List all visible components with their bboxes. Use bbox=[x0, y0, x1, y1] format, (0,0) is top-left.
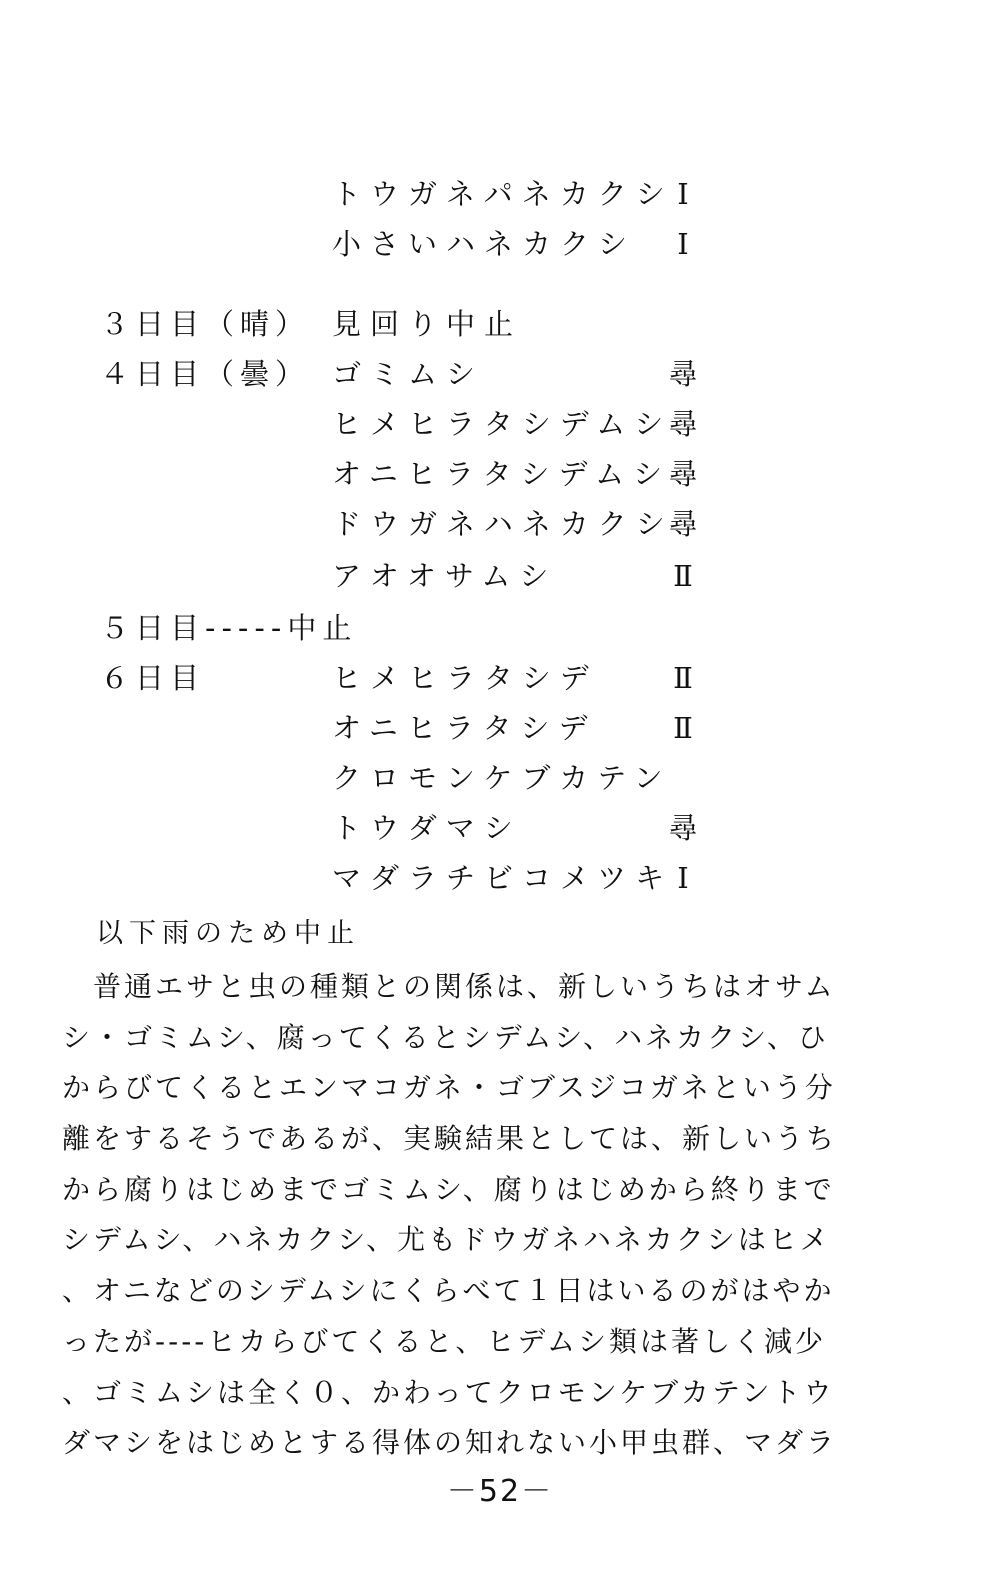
record-grade: 尋 bbox=[668, 457, 698, 491]
record-grade: Ⅱ bbox=[673, 711, 693, 745]
record-row bbox=[0, 352, 1000, 396]
record-species: ドウガネハネカクシ bbox=[332, 507, 674, 541]
page-number: －52－ bbox=[446, 1474, 554, 1509]
record-row bbox=[0, 656, 1000, 700]
record-species: トウガネパネカクシ bbox=[332, 177, 674, 211]
paragraph-line: 、ゴミムシは全く０、かわってクロモンケブカテントウ bbox=[62, 1375, 835, 1409]
record-species: マダラチビコメツキ bbox=[332, 861, 674, 895]
record-row bbox=[0, 302, 1000, 346]
paragraph-line: 普通エサと虫の種類との関係は、新しいうちはオサム bbox=[62, 970, 836, 1003]
record-row bbox=[0, 856, 1000, 900]
record-row bbox=[0, 502, 1000, 546]
paragraph-line: 離をするそうであるが、実験結果としては、新しいうち bbox=[62, 1122, 838, 1156]
record-grade: Ⅰ bbox=[677, 177, 689, 211]
record-species: オニヒラタシデムシ bbox=[332, 457, 672, 491]
record-species: 見回り中止 bbox=[332, 307, 523, 341]
paragraph-line: シデムシ、ハネカクシ、尤もドウガネハネカクシはヒメ bbox=[62, 1223, 831, 1257]
record-row bbox=[0, 806, 1000, 850]
rain-note: 以下雨のため中止 bbox=[96, 918, 360, 949]
record-row bbox=[0, 756, 1000, 800]
record-species: ゴミムシ bbox=[332, 357, 485, 391]
body-paragraph bbox=[62, 962, 922, 1469]
record-row bbox=[0, 222, 1000, 266]
record-day-label: ６日目 bbox=[100, 661, 206, 695]
record-species: トウダマシ bbox=[332, 811, 522, 845]
record-row bbox=[0, 706, 1000, 750]
paragraph-line: からびてくるとエンマコガネ・ゴブスジコガネという分 bbox=[62, 1071, 836, 1105]
paragraph-line: 、オニなどのシデムシにくらべて１日はいるのがはやか bbox=[62, 1274, 835, 1308]
record-grade: Ⅱ bbox=[673, 559, 693, 593]
paragraph-line: ダマシをはじめとする得体の知れない小甲虫群、マダラ bbox=[62, 1426, 838, 1460]
record-species: ヒメヒラタシデ bbox=[332, 661, 598, 695]
record-row bbox=[0, 554, 1000, 598]
record-row bbox=[0, 402, 1000, 446]
record-species: クロモンケブカテン bbox=[332, 761, 672, 795]
record-day-label: ４日目（曇） bbox=[100, 357, 311, 391]
record-species: オニヒラタシデ bbox=[332, 711, 597, 745]
paragraph-line: ったが----ヒカらびてくると、ヒデムシ類は著しく減少 bbox=[62, 1324, 827, 1358]
record-grade: 尋 bbox=[668, 357, 698, 391]
record-species: アオオサムシ bbox=[332, 559, 558, 593]
record-grade: Ⅰ bbox=[677, 227, 689, 261]
paragraph-line: シ・ゴミムシ、腐ってくるとシデムシ、ハネカクシ、ひ bbox=[62, 1020, 829, 1054]
record-species: ヒメヒラタシデムシ bbox=[332, 407, 673, 441]
paragraph-line: から腐りはじめまでゴミムシ、腐りはじめから終りまで bbox=[62, 1172, 835, 1206]
record-grade: Ⅰ bbox=[677, 861, 689, 895]
record-grade: 尋 bbox=[668, 407, 698, 441]
record-day-label: ５日目-----中止 bbox=[100, 611, 358, 645]
record-grade: 尋 bbox=[668, 507, 698, 541]
record-row bbox=[0, 452, 1000, 496]
record-species: 小さいハネカクシ bbox=[332, 227, 637, 261]
record-day-label: ３日目（晴） bbox=[100, 307, 311, 341]
record-row bbox=[0, 172, 1000, 216]
record-grade: 尋 bbox=[668, 811, 698, 845]
record-row bbox=[0, 606, 1000, 650]
record-grade: Ⅱ bbox=[673, 661, 693, 695]
